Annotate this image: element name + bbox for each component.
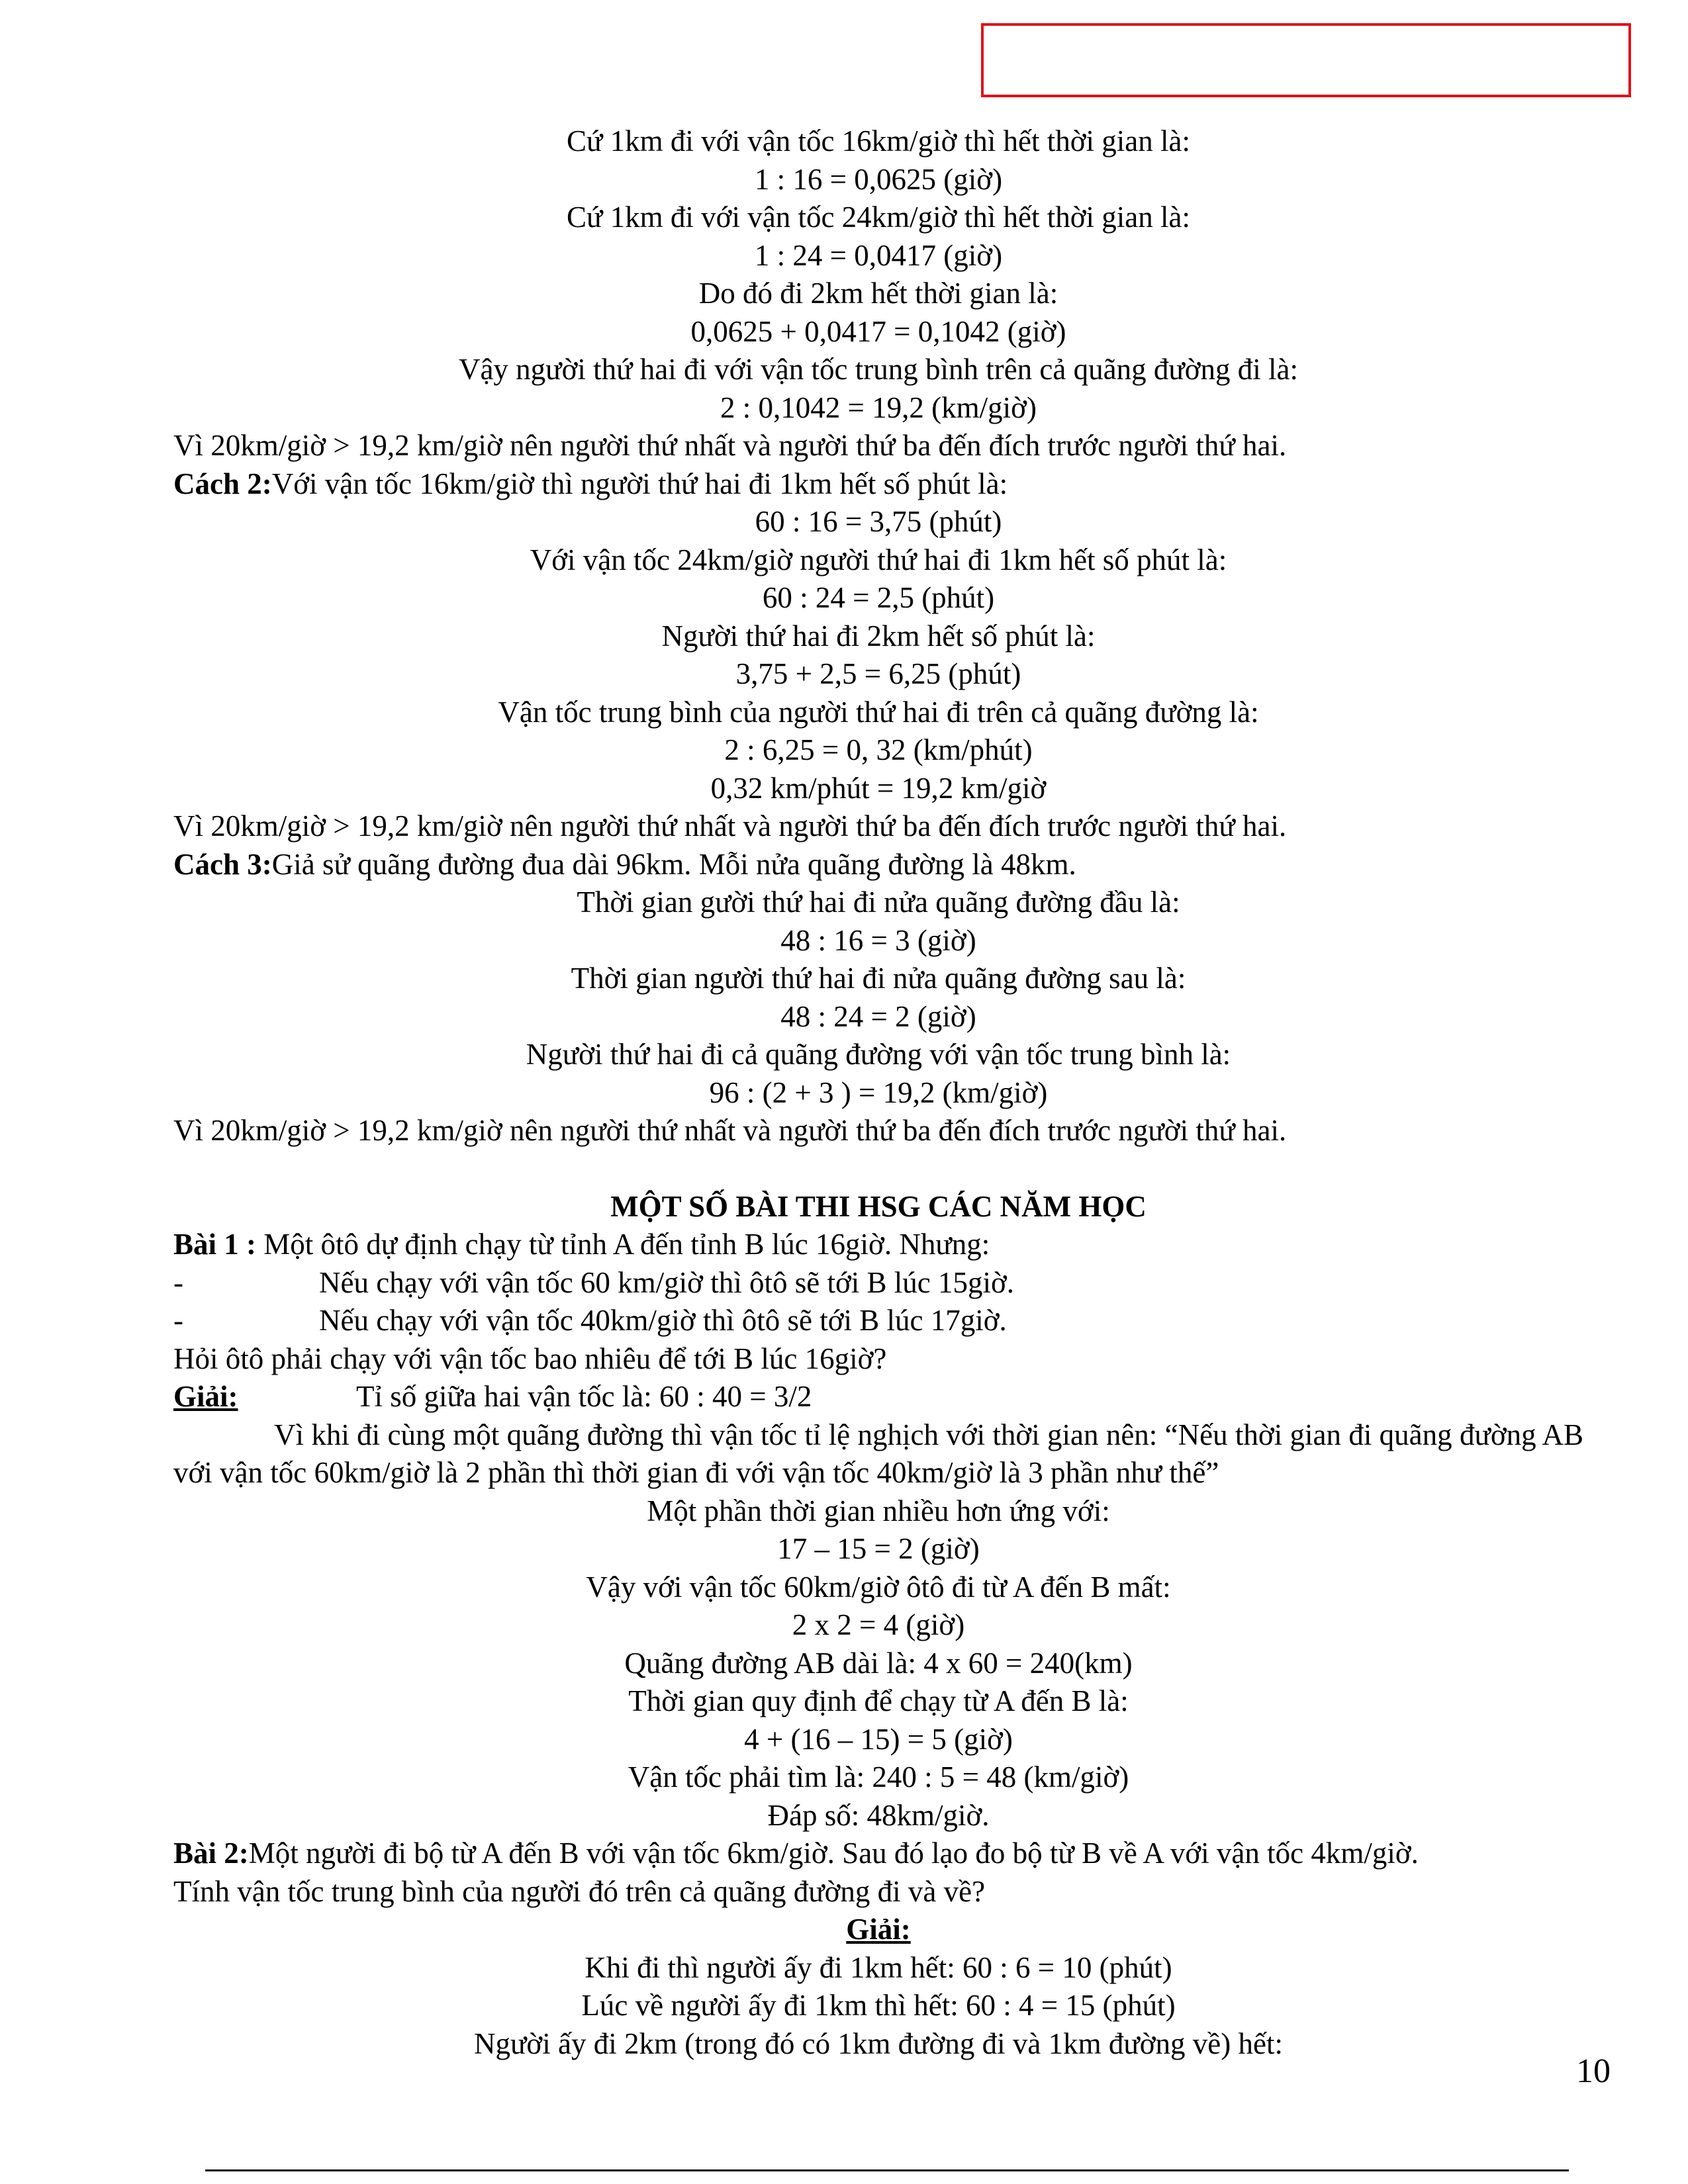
text-line: Vậy người thứ hai đi với vận tốc trung bình trên cả quãng đường đi là: (458, 353, 1299, 386)
conclusion-line: Vì 20km/giờ > 19,2 km/giờ nên người thứ nhất và người thứ ba đến đích trước người thứ hai. (173, 429, 1287, 462)
bullet-item (173, 1302, 1583, 1340)
text-line: Cứ 1km đi với vận tốc 24km/giờ thì hết thời gian là: (567, 201, 1190, 234)
giai-label-text: Giải: (173, 1380, 238, 1413)
cach2-label: Cách 2: (173, 467, 272, 500)
text-line: Người thứ hai đi 2km hết số phút là: (661, 619, 1096, 653)
spacer (173, 1150, 1583, 1188)
text-line: Người ấy đi 2km (trong đó có 1km đường đi và 1km đường về) hết: (474, 2026, 1283, 2060)
bai1-intro: Một ôtô dự định chạy từ tỉnh A đến tỉnh B lúc 16giờ. Nhưng: (256, 1228, 990, 1261)
text-line: 3,75 + 2,5 = 6,25 (phút) (735, 657, 1021, 690)
text-line: 1 : 16 = 0,0625 (giờ) (754, 162, 1003, 196)
text-line: Người thứ hai đi cả quãng đường với vận tốc trung bình là: (526, 1038, 1231, 1071)
page-number: 10 (1576, 2052, 1611, 2090)
bai1-line (173, 1226, 1583, 1264)
text-line: Quãng đường AB dài là: 4 x 60 = 240(km) (624, 1646, 1133, 1680)
bai2-label: Bài 2: (173, 1837, 249, 1870)
answer-line: Đáp số: 48km/giờ. (767, 1798, 990, 1832)
bai2-giai-line (173, 1911, 1583, 1949)
cach2-intro: Với vận tốc 16km/giờ thì người thứ hai đi 1km hết số phút là: (271, 467, 1008, 500)
text-line: Một phần thời gian nhiều hơn ứng với: (647, 1494, 1110, 1527)
text-line: 0,32 km/phút = 19,2 km/giờ (710, 771, 1047, 805)
text-line: Thời gian người thứ hai đi nửa quãng đường sau là: (571, 962, 1186, 995)
conclusion-line: Vì 20km/giờ > 19,2 km/giờ nên người thứ nhất và người thứ ba đến đích trước người thứ hai. (173, 1114, 1287, 1147)
text-line: Thời gian gười thứ hai đi nửa quãng đường đầu là: (577, 886, 1180, 919)
text-line: 2 : 6,25 = 0, 32 (km/phút) (724, 733, 1033, 766)
dash-bullet: - (173, 1265, 183, 1299)
text-line: Khi đi thì người ấy đi 1km hết: 60 : 6 = 10 (phút) (585, 1950, 1172, 1984)
text-line: 4 + (16 – 15) = 5 (giờ) (744, 1722, 1013, 1756)
text-line: 0,0625 + 0,0417 = 0,1042 (giờ) (690, 314, 1066, 348)
document-body (173, 122, 1583, 2063)
text-line: 48 : 16 = 3 (giờ) (780, 923, 976, 957)
dash-bullet: - (173, 1304, 183, 1337)
text-line: 2 x 2 = 4 (giờ) (792, 1608, 965, 1641)
text-line: Vậy với vận tốc 60km/giờ ôtô đi từ A đến B mất: (586, 1570, 1171, 1604)
text-line: 2 : 0,1042 = 19,2 (km/giờ) (720, 390, 1037, 424)
footer-rule (205, 2169, 1569, 2171)
bai2-line (173, 1835, 1583, 1873)
bai2-question: Tính vận tốc trung bình của người đó trên cả quãng đường đi và về? (173, 1874, 986, 1908)
giai-first: Tỉ số giữa hai vận tốc là: 60 : 40 = 3/2 (356, 1380, 812, 1413)
bai1-label: Bài 1 : (173, 1228, 257, 1261)
bai2-intro: Một người đi bộ từ A đến B với vận tốc 6km/giờ. Sau đó lạo đo bộ từ B về A với vận tốc 4km/giờ. (248, 1837, 1419, 1870)
text-line: Do đó đi 2km hết thời gian là: (698, 277, 1058, 310)
cach3-label: Cách 3: (173, 847, 272, 881)
text-line: 60 : 24 = 2,5 (phút) (762, 581, 995, 614)
cach2-line (173, 465, 1583, 504)
bullet-item (173, 1264, 1583, 1302)
bai1-question: Hỏi ôtô phải chạy với vận tốc bao nhiêu để tới B lúc 16giờ? (173, 1342, 887, 1375)
section-title: MỘT SỐ BÀI THI HSG CÁC NĂM HỌC (610, 1189, 1147, 1223)
giai-label (173, 1378, 356, 1416)
text-line: Vận tốc trung bình của người thứ hai đi trên cả quãng đường là: (498, 695, 1259, 729)
bullet-text: Nếu chạy với vận tốc 40km/giờ thì ôtô sẽ tới B lúc 17giờ. (319, 1304, 1007, 1337)
text-line: Cứ 1km đi với vận tốc 16km/giờ thì hết thời gian là: (567, 124, 1190, 158)
text-line: 60 : 16 = 3,75 (phút) (755, 505, 1002, 538)
giai-label: Giải: (846, 1913, 911, 1946)
text-line: 96 : (2 + 3 ) = 19,2 (km/giờ) (709, 1075, 1048, 1109)
bai1-giai-line (173, 1378, 1583, 1416)
text-line: 17 – 15 = 2 (giờ) (777, 1532, 980, 1565)
cach3-intro: Giả sử quãng đường đua dài 96km. Mỗi nửa quãng đường là 48km. (271, 847, 1076, 881)
conclusion-line: Vì 20km/giờ > 19,2 km/giờ nên người thứ nhất và người thứ ba đến đích trước người thứ hai. (173, 809, 1287, 842)
cach3-line (173, 846, 1583, 884)
bullet-text: Nếu chạy với vận tốc 60 km/giờ thì ôtô sẽ tới B lúc 15giờ. (319, 1265, 1015, 1299)
text-line: Với vận tốc 24km/giờ người thứ hai đi 1km hết số phút là: (530, 543, 1227, 576)
bai1-paragraph: Vì khi đi cùng một quãng đường thì vận tốc tỉ lệ nghịch với thời gian nên: “Nếu thời gian đi quãng đường AB với vận tốc 60km/giờ là 2 phần thì thời gian đi với vận tốc 40km/giờ là 3 phần như thế” (173, 1418, 1583, 1489)
text-line: Lúc về người ấy đi 1km thì hết: 60 : 4 = 15 (phút) (581, 1989, 1176, 2022)
text-line: 48 : 24 = 2 (giờ) (780, 999, 976, 1033)
text-line: Thời gian quy định để chạy từ A đến B là: (628, 1684, 1129, 1717)
text-line: Vận tốc phải tìm là: 240 : 5 = 48 (km/giờ) (628, 1760, 1129, 1794)
header-red-box (981, 23, 1631, 97)
text-line: 1 : 24 = 0,0417 (giờ) (754, 238, 1003, 272)
